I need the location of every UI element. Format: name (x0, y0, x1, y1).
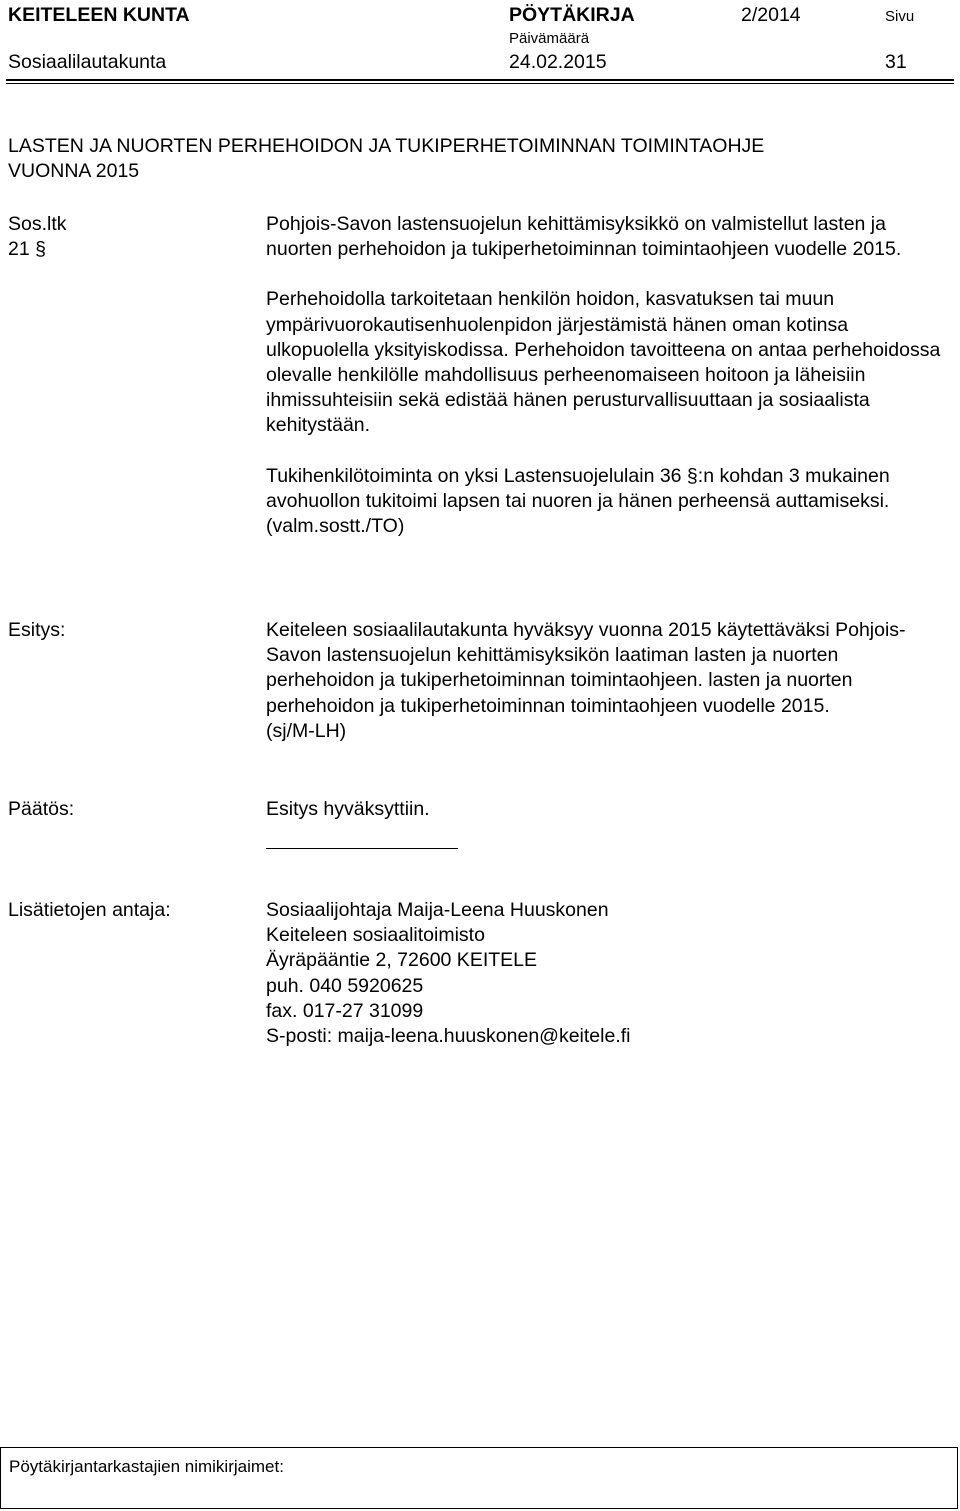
proposal-body (266, 618, 946, 744)
document-type: PÖYTÄKIRJA (509, 4, 635, 26)
section-ref-board: Sos.ltk (8, 213, 67, 235)
board-name: Sosiaalilautakunta (8, 51, 167, 73)
section-title-line1: LASTEN JA NUORTEN PERHEHOIDON JA TUKIPERHETOIMINNAN TOIMINTAOHJE (8, 135, 765, 157)
footer-initials-box (0, 1447, 958, 1509)
body-paragraph-intro: Pohjois-Savon lastensuojelun kehittämisyksikkö on valmistellut lasten ja nuorten perhehoidon ja tukiperhetoiminnan toimintaohjeen vuodelle 2015. (266, 213, 902, 261)
decision-label: Päätös: (8, 798, 75, 820)
section-body (266, 212, 946, 539)
section-title-line2: VUONNA 2015 (8, 160, 140, 182)
header-divider (6, 79, 954, 81)
contact-office: Keiteleen sosiaalitoimisto (266, 924, 485, 947)
contact-phone: puh. 040 5920625 (266, 974, 424, 997)
contact-address: Äyräpääntie 2, 72600 KEITELE (266, 949, 538, 972)
body-paragraph-definition: Perhehoidolla tarkoitetaan henkilön hoidon, kasvatuksen tai muun ympärivuorokautisenhuolenpidon järjestämistä hänen oman kotinsa ulkopuolella yksityiskodissa. Perhehoidon tavoitteena on antaa perhehoidossa olevalle henkilölle mahdollisuus perheenomaiseen hoitoon ja läheisiin ihmissuhteisiin sekä edistää hänen perusturvallisuuttaan ja sosiaalista kehitystään. (266, 288, 941, 437)
contact-name: Sosiaalijohtaja Maija-Leena Huuskonen (266, 899, 609, 921)
contact-email: S-posti: maija-leena.huuskonen@keitele.fi (266, 1025, 631, 1048)
header-divider-thin (6, 83, 954, 84)
date-label: Päivämäärä (509, 30, 590, 47)
decision-underline (266, 848, 458, 849)
contact-label: Lisätietojen antaja: (8, 899, 171, 921)
municipality-name: KEITELEEN KUNTA (8, 4, 190, 26)
document-number: 2/2014 (741, 4, 801, 26)
contact-block (266, 898, 946, 1049)
page-label: Sivu (885, 8, 915, 25)
preparer-initials: (valm.sostt./TO) (266, 515, 405, 538)
footer-initials-label: Pöytäkirjantarkastajien nimikirjaimet: (9, 1457, 284, 1476)
page-number: 31 (885, 51, 907, 73)
proposal-label: Esitys: (8, 619, 66, 641)
body-paragraph-support: Tukihenkilötoiminta on yksi Lastensuojelulain 36 §:n kohdan 3 mukainen avohuollon tukitoimi lapsen tai nuoren ja hänen perheensä auttamiseksi. (266, 464, 890, 512)
meeting-date: 24.02.2015 (509, 51, 607, 73)
contact-fax: fax. 017-27 31099 (266, 999, 424, 1022)
proposal-signature: (sj/M-LH) (266, 719, 347, 742)
section-ref-number: 21 § (8, 238, 46, 260)
proposal-text: Keiteleen sosiaalilautakunta hyväksyy vuonna 2015 käytettäväksi Pohjois-Savon lastensuojelun kehittämisyksikön laatiman lasten ja nuorten perhehoidon ja tukiperhetoiminnan toimintaohjeen. lasten ja nuorten perhehoidon ja tukiperhetoiminnan toimintaohjeen vuodelle 2015. (266, 619, 906, 717)
decision-text: Esitys hyväksyttiin. (266, 798, 430, 820)
